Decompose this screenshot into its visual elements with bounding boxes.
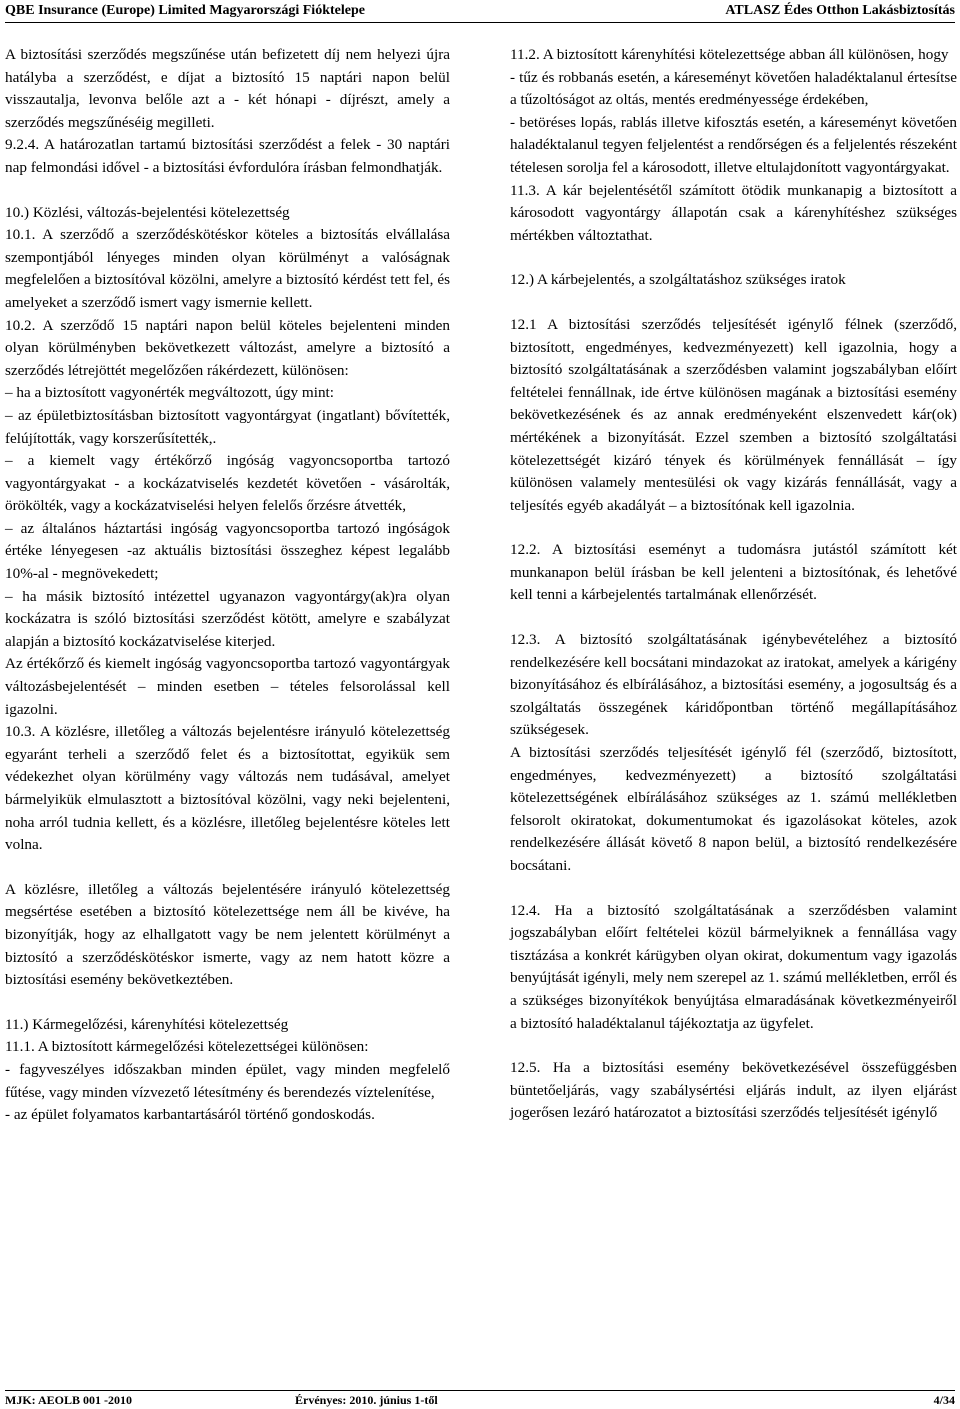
paragraph: 12.4. Ha a biztosító szolgáltatásának a szerződésben valamint jogszabályban előírt feltételei közül bármelyiknek a fennállása vagy tisztázása a konkrét kárügyben olyan okirat, dokumentum vagy igazolás benyújtását igényli, mely nem szerepel az 1. számú mellékletben, erről és a szükséges bizonyítékok benyújtása elmaradásának következményeiről a biztosító haladéktalanul tájékoztatja az ügyfelet. xyxy=(510,901,957,1032)
paragraph: Az értékőrző és kiemelt ingóság vagyoncsoportba tartozó vagyontárgyak változásbejelentését – minden esetben – tételes felsorolással kell igazolni. xyxy=(5,655,450,718)
list-item: - az épület folyamatos karbantartásáról történő gondoskodás. xyxy=(5,1106,375,1124)
page-footer xyxy=(5,1390,955,1409)
left-column xyxy=(5,44,450,1127)
section-heading: 12.) A kárbejelentés, a szolgáltatáshoz szükséges iratok xyxy=(510,271,846,289)
paragraph: 12.1 A biztosítási szerződés teljesítését igénylő félnek (szerződő, biztosított, engedményes, kedvezményezett) kell igazolnia, hogy a biztosító szolgáltatásának a szerződésben valamint jogszabályban előírt feltételei fennállnak, ide értve különösen magának a biztosítási esemény bekövetkezésének és az annak eredményeként elszenvedett kár(ok) mértékének a bizonyítását. Ezzel szemben a biztosító szolgáltatási kötelezettségét kizáró tények és körülmények fennállását – így különösen valamely mentesülési ok vagy kizárás fennállását, vagy a teljesítés egyéb akadályát – a biztosítónak kell igazolnia. xyxy=(510,315,957,514)
section-heading: 11.) Kármegelőzési, kárenyhítési kötelezettség xyxy=(5,1015,289,1033)
page-number: 4/34 xyxy=(933,1392,955,1407)
paragraph: A közlésre, illetőleg a változás bejelentésére irányuló kötelezettség megsértése esetében a biztosító kötelezettsége nem áll be kivéve, ha bizonyítják, hogy az elhallgatott vagy be nem jelentett körülményt a biztosító a szerződéskötéskor ismerte, vagy az nem hatott közre a biztosítási esemény bekövetkeztében. xyxy=(5,880,450,989)
paragraph: 12.5. Ha a biztosítási esemény bekövetkezésével összefüggésben büntetőeljárás, vagy szabálysértési eljárás indult, az ilyen eljárást jogerősen lezáró határozatot a biztosítási szerződés teljesítését igénylő xyxy=(510,1059,957,1122)
paragraph: 11.1. A biztosított kármegelőzési kötelezettségei különösen: xyxy=(5,1038,369,1056)
list-item: - tűz és robbanás esetén, a káreseményt követően haladéktalanul értesítse a tűzoltóságot az oltás, mentés eredményessége érdekében, xyxy=(510,68,957,109)
list-item: - fagyveszélyes időszakban minden épület, vagy minden megfelelő fűtése, vagy minden vízvezető létesítmény és berendezés víztelenítése, xyxy=(5,1060,450,1101)
paragraph: 11.2. A biztosított kárenyhítési kötelezettsége abban áll különösen, hogy xyxy=(510,46,949,63)
section-heading: 10.) Közlési, változás-bejelentési kötelezettség xyxy=(5,203,290,221)
document-code: MJK: AEOLB 001 -2010 xyxy=(5,1392,133,1407)
paragraph: 12.2. A biztosítási eseményt a tudomásra jutástól számított két munkanapon belül írásban be kell jelenteni a biztosítónak, és lehetővé kell tenni a kárbejelentés tartalmának ellenőrzését. xyxy=(510,541,957,604)
paragraph: A biztosítási szerződés megszűnése után befizetett díj nem helyezi újra hatályba a szerződést, e díjat a biztosító 15 naptári napon belül visszautalja, levonva belőle azt a - két hónapi - díjrészt, amely a szerződés megszűnéséig megilleti. xyxy=(5,46,450,131)
validity-date: Érvényes: 2010. június 1-től xyxy=(295,1392,438,1407)
paragraph: 12.3. A biztosító szolgáltatásának igénybevételéhez a biztosító rendelkezésére kell bocsátani mindazokat az iratokat, amelyek a kárigény bizonyításához és elbírálásához, a biztosítási esemény, a jogosultság és a szolgáltatás összegének káridőpontban történő megállapításához szükségesek. xyxy=(510,631,957,739)
list-item: – az épületbiztosításban biztosított vagyontárgyat (ingatlant) bővítették, felújították, vagy korszerűsítették,. xyxy=(5,406,450,447)
paragraph: 10.3. A közlésre, illetőleg a változás bejelentésre irányuló kötelezettség egyaránt terheli a szerződő felet és a biztosítottat, egyikük sem védekezhet olyan körülmény vagy változás nem tudásával, amelyet bármelyikük elmulasztott a biztosítóval közölni, vagy neki bejelenteni, noha arról tudnia kellett, és a közlésre, illetőleg bejelentésre köteles lett volna. xyxy=(5,723,450,854)
right-column xyxy=(510,44,957,1125)
list-item: – ha másik biztosító intézettel ugyanazon vagyontárgy(ak)ra olyan kockázatra is szóló biztosítási szerződést kötött, amelyre e szabályzat alapján a biztosító kockázatviselése kiterjed. xyxy=(5,587,450,650)
header-product: ATLASZ Édes Otthon Lakásbiztosítás xyxy=(725,3,955,18)
list-item: – az általános háztartási ingóság vagyoncsoportba tartozó ingóságok értéke lényegesen -az aktuális biztosítási összeghez képest legalább 10%-al - megnövekedett; xyxy=(5,519,450,583)
paragraph: 9.2.4. A határozatlan tartamú biztosítási szerződést a felek - 30 naptári nap felmondási idővel - a biztosítási évfordulóra írásban felmondhatják. xyxy=(5,136,450,176)
list-item: - betöréses lopás, rablás illetve kifosztás esetén, a káreseményt követően haladéktalanul tegyen feljelentést a rendőrségen és a feljelentés részeként tételesen sorolja fel a károsodott, illetve eltulajdonított vagyontárgyakat. xyxy=(510,113,957,176)
paragraph: A biztosítási szerződés teljesítését igénylő fél (szerződő, biztosított, engedményes, kedvezményezett) a biztosító szolgáltatási kötelezettségének elbírálásához szükséges az 1. számú mellékletben felsorolt okiratokat, dokumentumokat és igazolásokat köteles, azok rendelkezésére állását követő 8 napon belül, a biztosító rendelkezésére bocsátani. xyxy=(510,744,957,874)
page-header xyxy=(5,0,955,23)
header-company: QBE Insurance (Europe) Limited Magyarországi Fióktelepe xyxy=(5,3,365,18)
paragraph: 10.1. A szerződő a szerződéskötéskor köteles a biztosítás elvállalása szempontjából lényeges minden olyan körülményt a valóságnak megfelelően a biztosítóval közölni, amelyre a biztosító kérdést tett fel, és amelyeket a szerződő ismert vagy ismernie kellett. xyxy=(5,226,450,311)
paragraph: 11.3. A kár bejelentésétől számított ötödik munkanapig a biztosított a károsodott vagyontárgy állapotán csak a kárenyhítéshez szükséges mértékben változtathat. xyxy=(510,181,957,244)
paragraph: 10.2. A szerződő 15 naptári napon belül köteles bejelenteni minden olyan körülményben bekövetkezett változást, amelyre a biztosító a szerződés létrejöttét megelőzően rákérdezett, különösen: xyxy=(5,316,450,379)
list-item: – a kiemelt vagy értékőrző ingóság vagyoncsoportba tartozó vagyontárgyakat - a kockázatviselés kezdetét követően - vásárolták, örökölték, vagy a kockázatviselési helyen felelős őrzésre átvették, xyxy=(5,452,450,515)
list-item: – ha a biztosított vagyonérték megváltozott, úgy mint: xyxy=(5,384,334,402)
